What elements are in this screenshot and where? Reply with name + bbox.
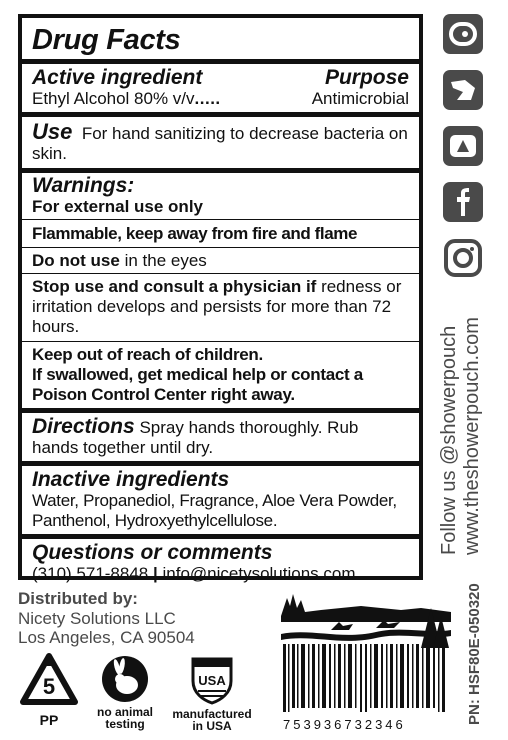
directions-heading: Directions bbox=[32, 414, 135, 438]
distributor-company: Nicety Solutions LLC bbox=[18, 608, 176, 628]
distributor-heading: Distributed by: bbox=[18, 589, 138, 608]
divider bbox=[22, 59, 419, 64]
drug-facts-title: Drug Facts bbox=[32, 24, 181, 56]
inactive-heading: Inactive ingredients bbox=[32, 467, 230, 491]
external-use-text: For external use only bbox=[32, 197, 203, 217]
recycle-label: PP bbox=[39, 711, 59, 728]
part-number: PN: HSF80E-050320 bbox=[466, 583, 483, 725]
do-not-use-row bbox=[32, 248, 409, 273]
do-not-use-label: Do not use bbox=[32, 251, 120, 271]
website-link[interactable]: www.theshowerpouch.com bbox=[461, 317, 483, 555]
warnings-heading: Warnings: bbox=[32, 174, 135, 198]
recycle-badge bbox=[14, 652, 84, 727]
inactive-section bbox=[32, 466, 409, 534]
purpose-text: Antimicrobial bbox=[311, 89, 409, 109]
separator: | bbox=[153, 563, 158, 583]
directions-text: Spray hands thoroughly. Rub hands together until dry. bbox=[32, 417, 359, 457]
questions-heading: Questions or comments bbox=[32, 540, 273, 564]
barcode bbox=[281, 588, 451, 713]
animal-testing-badge bbox=[86, 655, 164, 731]
stop-use-section bbox=[32, 274, 409, 340]
tumblr-icon[interactable] bbox=[443, 14, 483, 54]
usa-badge bbox=[166, 655, 258, 733]
animal-line-1: no animal bbox=[96, 704, 153, 719]
barcode-graphic bbox=[281, 588, 451, 713]
facebook-icon[interactable] bbox=[443, 182, 483, 222]
warnings-section bbox=[32, 173, 409, 219]
flammable-text: Flammable, keep away from fire and flame bbox=[32, 224, 358, 244]
stop-use-label: Stop use and consult a physician if bbox=[32, 277, 317, 297]
stop-use-text: redness or irritation develops and persists for more than 72 hours. bbox=[32, 277, 402, 337]
animal-line-2: testing bbox=[105, 717, 145, 732]
distributor-city: Los Angeles, CA 90504 bbox=[18, 628, 195, 648]
instagram-icon[interactable] bbox=[443, 238, 483, 278]
usa-shield-icon bbox=[189, 655, 235, 705]
bunny-icon bbox=[101, 655, 149, 703]
follow-text: Follow us @showerpouch bbox=[438, 325, 460, 555]
distributor-info bbox=[18, 589, 195, 648]
do-not-use-text: in the eyes bbox=[124, 251, 207, 271]
usa-logo-text: USA bbox=[198, 673, 226, 688]
usa-line-2: in USA bbox=[192, 719, 232, 734]
drug-facts-panel bbox=[18, 14, 423, 583]
use-text: For hand sanitizing to decrease bacteria on skin. bbox=[32, 124, 408, 164]
barcode-number: 753936732346 bbox=[283, 717, 406, 732]
youtube-icon[interactable] bbox=[443, 126, 483, 166]
email-address: info@nicetysolutions.com bbox=[162, 563, 356, 583]
recycle-number: 5 bbox=[42, 674, 56, 699]
usa-line-1: manufactured bbox=[172, 706, 252, 721]
active-ingredient-text: Ethyl Alcohol 80% v/v bbox=[32, 89, 195, 109]
social-text bbox=[438, 317, 484, 555]
contact-row bbox=[32, 564, 409, 584]
leader-dots: ..... bbox=[194, 89, 221, 109]
pinterest-icon[interactable] bbox=[443, 70, 483, 110]
use-heading: Use bbox=[32, 119, 73, 145]
active-ingredient-row bbox=[32, 89, 409, 112]
questions-section bbox=[32, 539, 409, 584]
directions-section bbox=[32, 413, 409, 461]
children-warning bbox=[32, 342, 409, 408]
phone-number: (310) 571-8848 bbox=[32, 563, 149, 583]
use-section bbox=[32, 117, 409, 168]
recycle-icon bbox=[17, 652, 81, 710]
swallowed-text: If swallowed, get medical help or contact a Poison Control Center right away. bbox=[32, 364, 363, 404]
keep-out-text: Keep out of reach of children. bbox=[32, 344, 263, 364]
active-ingredient-heading: Active ingredient bbox=[32, 66, 203, 89]
inactive-text: Water, Propanediol, Fragrance, Aloe Vera Powder, Panthenol, Hydroxyethylcellulose. bbox=[32, 490, 397, 530]
purpose-heading: Purpose bbox=[324, 66, 409, 89]
active-ingredient-header bbox=[32, 67, 409, 89]
